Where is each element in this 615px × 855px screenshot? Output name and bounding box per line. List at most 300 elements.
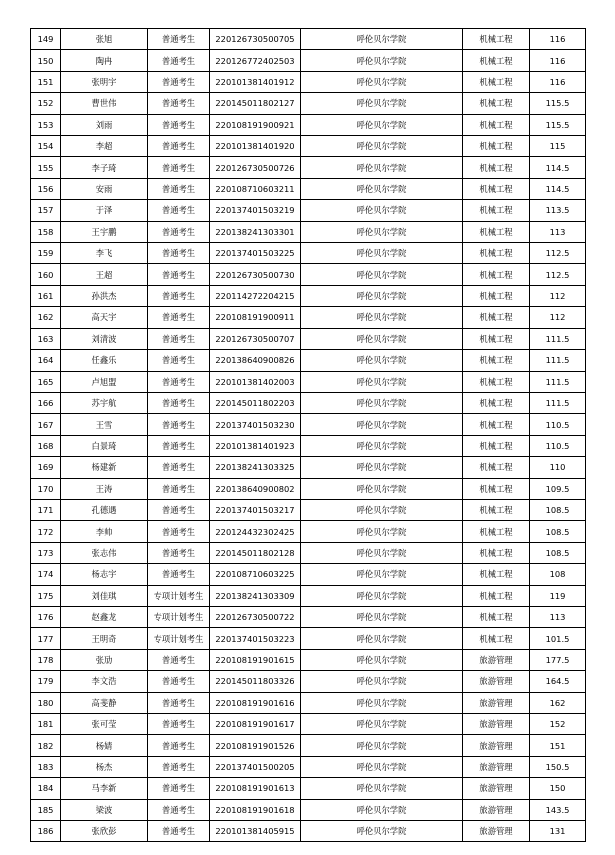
exam-id-cell: 220101381401920 — [210, 136, 301, 157]
table-row — [31, 499, 586, 520]
school-cell: 呼伦贝尔学院 — [301, 307, 463, 328]
row-number-cell: 175 — [31, 585, 61, 606]
student-name-cell: 安雨 — [61, 178, 148, 199]
exam-id-cell: 220108191900921 — [210, 114, 301, 135]
exam-id-cell: 220108191901618 — [210, 799, 301, 820]
score-cell: 114.5 — [530, 178, 586, 199]
major-cell: 机械工程 — [463, 585, 530, 606]
school-cell: 呼伦贝尔学院 — [301, 671, 463, 692]
student-name-cell: 高斐静 — [61, 692, 148, 713]
major-cell: 机械工程 — [463, 29, 530, 50]
candidate-type-cell: 普通考生 — [148, 799, 210, 820]
score-cell: 162 — [530, 692, 586, 713]
candidate-type-cell: 普通考生 — [148, 435, 210, 456]
exam-id-cell: 220108191901526 — [210, 735, 301, 756]
major-cell: 机械工程 — [463, 285, 530, 306]
table-row — [31, 649, 586, 670]
row-number-cell: 183 — [31, 756, 61, 777]
student-name-cell: 王雪 — [61, 414, 148, 435]
school-cell: 呼伦贝尔学院 — [301, 157, 463, 178]
student-name-cell: 王涛 — [61, 478, 148, 499]
student-name-cell: 杨建新 — [61, 457, 148, 478]
school-cell: 呼伦贝尔学院 — [301, 799, 463, 820]
row-number-cell: 156 — [31, 178, 61, 199]
table-row — [31, 564, 586, 585]
candidate-type-cell: 普通考生 — [148, 243, 210, 264]
student-name-cell: 张劢 — [61, 649, 148, 670]
student-name-cell: 曹世伟 — [61, 93, 148, 114]
exam-id-cell: 220124432302425 — [210, 521, 301, 542]
candidate-type-cell: 普通考生 — [148, 499, 210, 520]
exam-id-cell: 220138241303309 — [210, 585, 301, 606]
school-cell: 呼伦贝尔学院 — [301, 692, 463, 713]
major-cell: 机械工程 — [463, 93, 530, 114]
school-cell: 呼伦贝尔学院 — [301, 821, 463, 842]
major-cell: 机械工程 — [463, 71, 530, 92]
student-name-cell: 刘清波 — [61, 328, 148, 349]
table-row — [31, 628, 586, 649]
school-cell: 呼伦贝尔学院 — [301, 285, 463, 306]
row-number-cell: 157 — [31, 200, 61, 221]
score-cell: 115.5 — [530, 93, 586, 114]
student-name-cell: 高天宇 — [61, 307, 148, 328]
table-row — [31, 178, 586, 199]
candidate-type-cell: 普通考生 — [148, 821, 210, 842]
row-number-cell: 172 — [31, 521, 61, 542]
school-cell: 呼伦贝尔学院 — [301, 29, 463, 50]
admission-list-table — [30, 28, 586, 842]
exam-id-cell: 220101381402003 — [210, 371, 301, 392]
score-cell: 116 — [530, 29, 586, 50]
score-cell: 113.5 — [530, 200, 586, 221]
student-name-cell: 白景琦 — [61, 435, 148, 456]
school-cell: 呼伦贝尔学院 — [301, 392, 463, 413]
major-cell: 旅游管理 — [463, 756, 530, 777]
table-row — [31, 821, 586, 842]
row-number-cell: 155 — [31, 157, 61, 178]
row-number-cell: 160 — [31, 264, 61, 285]
score-cell: 143.5 — [530, 799, 586, 820]
row-number-cell: 174 — [31, 564, 61, 585]
exam-id-cell: 220108191901617 — [210, 714, 301, 735]
row-number-cell: 166 — [31, 392, 61, 413]
row-number-cell: 154 — [31, 136, 61, 157]
candidate-type-cell: 普通考生 — [148, 157, 210, 178]
exam-id-cell: 220108710603225 — [210, 564, 301, 585]
student-name-cell: 李飞 — [61, 243, 148, 264]
table-row — [31, 50, 586, 71]
table-row — [31, 414, 586, 435]
score-cell: 111.5 — [530, 371, 586, 392]
candidate-type-cell: 专项计划考生 — [148, 585, 210, 606]
major-cell: 机械工程 — [463, 499, 530, 520]
student-name-cell: 马李新 — [61, 778, 148, 799]
major-cell: 旅游管理 — [463, 671, 530, 692]
score-cell: 108 — [530, 564, 586, 585]
row-number-cell: 185 — [31, 799, 61, 820]
table-row — [31, 435, 586, 456]
exam-id-cell: 220108191900911 — [210, 307, 301, 328]
school-cell: 呼伦贝尔学院 — [301, 71, 463, 92]
candidate-type-cell: 普通考生 — [148, 756, 210, 777]
table-row — [31, 285, 586, 306]
candidate-type-cell: 普通考生 — [148, 307, 210, 328]
student-name-cell: 刘佳琪 — [61, 585, 148, 606]
school-cell: 呼伦贝尔学院 — [301, 756, 463, 777]
student-name-cell: 张旭 — [61, 29, 148, 50]
table-row — [31, 606, 586, 627]
row-number-cell: 180 — [31, 692, 61, 713]
table-row — [31, 692, 586, 713]
school-cell: 呼伦贝尔学院 — [301, 114, 463, 135]
major-cell: 旅游管理 — [463, 649, 530, 670]
table-row — [31, 799, 586, 820]
major-cell: 机械工程 — [463, 264, 530, 285]
school-cell: 呼伦贝尔学院 — [301, 499, 463, 520]
table-row — [31, 307, 586, 328]
exam-id-cell: 220138241303301 — [210, 221, 301, 242]
candidate-type-cell: 普通考生 — [148, 136, 210, 157]
exam-id-cell: 220108191901613 — [210, 778, 301, 799]
school-cell: 呼伦贝尔学院 — [301, 564, 463, 585]
school-cell: 呼伦贝尔学院 — [301, 93, 463, 114]
row-number-cell: 152 — [31, 93, 61, 114]
exam-id-cell: 220126730500726 — [210, 157, 301, 178]
row-number-cell: 184 — [31, 778, 61, 799]
row-number-cell: 177 — [31, 628, 61, 649]
row-number-cell: 150 — [31, 50, 61, 71]
candidate-type-cell: 普通考生 — [148, 371, 210, 392]
exam-id-cell: 220114272204215 — [210, 285, 301, 306]
candidate-type-cell: 普通考生 — [148, 200, 210, 221]
exam-id-cell: 220145011802127 — [210, 93, 301, 114]
major-cell: 机械工程 — [463, 542, 530, 563]
score-cell: 109.5 — [530, 478, 586, 499]
score-cell: 108.5 — [530, 542, 586, 563]
table-row — [31, 29, 586, 50]
student-name-cell: 苏宇航 — [61, 392, 148, 413]
major-cell: 机械工程 — [463, 200, 530, 221]
school-cell: 呼伦贝尔学院 — [301, 714, 463, 735]
major-cell: 机械工程 — [463, 243, 530, 264]
school-cell: 呼伦贝尔学院 — [301, 221, 463, 242]
student-name-cell: 杨婧 — [61, 735, 148, 756]
exam-id-cell: 220145011802128 — [210, 542, 301, 563]
table-row — [31, 542, 586, 563]
major-cell: 机械工程 — [463, 457, 530, 478]
exam-id-cell: 220138640900802 — [210, 478, 301, 499]
table-row — [31, 264, 586, 285]
candidate-type-cell: 专项计划考生 — [148, 606, 210, 627]
student-name-cell: 张明宇 — [61, 71, 148, 92]
school-cell: 呼伦贝尔学院 — [301, 328, 463, 349]
row-number-cell: 181 — [31, 714, 61, 735]
score-cell: 115 — [530, 136, 586, 157]
exam-id-cell: 220145011802203 — [210, 392, 301, 413]
major-cell: 机械工程 — [463, 50, 530, 71]
student-name-cell: 于泽 — [61, 200, 148, 221]
exam-id-cell: 220101381401923 — [210, 435, 301, 456]
exam-id-cell: 220126772402503 — [210, 50, 301, 71]
student-name-cell: 陶冉 — [61, 50, 148, 71]
row-number-cell: 153 — [31, 114, 61, 135]
row-number-cell: 165 — [31, 371, 61, 392]
row-number-cell: 182 — [31, 735, 61, 756]
student-name-cell: 赵鑫龙 — [61, 606, 148, 627]
candidate-type-cell: 普通考生 — [148, 714, 210, 735]
score-cell: 108.5 — [530, 499, 586, 520]
exam-id-cell: 220137401500205 — [210, 756, 301, 777]
exam-id-cell: 220126730500707 — [210, 328, 301, 349]
score-cell: 114.5 — [530, 157, 586, 178]
student-name-cell: 王超 — [61, 264, 148, 285]
exam-id-cell: 220137401503223 — [210, 628, 301, 649]
major-cell: 旅游管理 — [463, 692, 530, 713]
major-cell: 机械工程 — [463, 478, 530, 499]
score-cell: 116 — [530, 71, 586, 92]
score-cell: 116 — [530, 50, 586, 71]
table-row — [31, 778, 586, 799]
table-row — [31, 457, 586, 478]
table-row — [31, 521, 586, 542]
major-cell: 机械工程 — [463, 564, 530, 585]
exam-id-cell: 220101381405915 — [210, 821, 301, 842]
student-name-cell: 王宇鹏 — [61, 221, 148, 242]
table-row — [31, 714, 586, 735]
school-cell: 呼伦贝尔学院 — [301, 542, 463, 563]
row-number-cell: 159 — [31, 243, 61, 264]
row-number-cell: 151 — [31, 71, 61, 92]
table-row — [31, 243, 586, 264]
candidate-type-cell: 普通考生 — [148, 564, 210, 585]
candidate-type-cell: 普通考生 — [148, 178, 210, 199]
major-cell: 机械工程 — [463, 606, 530, 627]
row-number-cell: 163 — [31, 328, 61, 349]
score-cell: 111.5 — [530, 350, 586, 371]
table-row — [31, 478, 586, 499]
candidate-type-cell: 普通考生 — [148, 285, 210, 306]
table-row — [31, 735, 586, 756]
school-cell: 呼伦贝尔学院 — [301, 200, 463, 221]
major-cell: 机械工程 — [463, 221, 530, 242]
table-row — [31, 756, 586, 777]
school-cell: 呼伦贝尔学院 — [301, 50, 463, 71]
exam-id-cell: 220126730500705 — [210, 29, 301, 50]
score-cell: 110.5 — [530, 414, 586, 435]
table-row — [31, 157, 586, 178]
student-name-cell: 李超 — [61, 136, 148, 157]
exam-id-cell: 220137401503225 — [210, 243, 301, 264]
row-number-cell: 149 — [31, 29, 61, 50]
score-cell: 111.5 — [530, 328, 586, 349]
school-cell: 呼伦贝尔学院 — [301, 478, 463, 499]
major-cell: 机械工程 — [463, 136, 530, 157]
table-row — [31, 371, 586, 392]
candidate-type-cell: 普通考生 — [148, 735, 210, 756]
major-cell: 旅游管理 — [463, 735, 530, 756]
score-cell: 108.5 — [530, 521, 586, 542]
score-cell: 111.5 — [530, 392, 586, 413]
row-number-cell: 176 — [31, 606, 61, 627]
major-cell: 机械工程 — [463, 114, 530, 135]
student-name-cell: 孔德遇 — [61, 499, 148, 520]
candidate-type-cell: 普通考生 — [148, 671, 210, 692]
score-cell: 112.5 — [530, 243, 586, 264]
table-row — [31, 93, 586, 114]
candidate-type-cell: 普通考生 — [148, 778, 210, 799]
table-row — [31, 114, 586, 135]
student-name-cell: 张欣彭 — [61, 821, 148, 842]
major-cell: 机械工程 — [463, 392, 530, 413]
row-number-cell: 173 — [31, 542, 61, 563]
table-row — [31, 671, 586, 692]
school-cell: 呼伦贝尔学院 — [301, 457, 463, 478]
candidate-type-cell: 普通考生 — [148, 29, 210, 50]
row-number-cell: 170 — [31, 478, 61, 499]
exam-id-cell: 220137401503230 — [210, 414, 301, 435]
score-cell: 110.5 — [530, 435, 586, 456]
exam-id-cell: 220108710603211 — [210, 178, 301, 199]
score-cell: 113 — [530, 606, 586, 627]
score-cell: 112 — [530, 285, 586, 306]
school-cell: 呼伦贝尔学院 — [301, 628, 463, 649]
candidate-type-cell: 普通考生 — [148, 328, 210, 349]
school-cell: 呼伦贝尔学院 — [301, 778, 463, 799]
student-name-cell: 张志伟 — [61, 542, 148, 563]
school-cell: 呼伦贝尔学院 — [301, 414, 463, 435]
major-cell: 机械工程 — [463, 628, 530, 649]
row-number-cell: 162 — [31, 307, 61, 328]
exam-id-cell: 220137401503217 — [210, 499, 301, 520]
row-number-cell: 186 — [31, 821, 61, 842]
exam-id-cell: 220138241303325 — [210, 457, 301, 478]
student-name-cell: 张可莹 — [61, 714, 148, 735]
table-row — [31, 392, 586, 413]
student-name-cell: 任鑫乐 — [61, 350, 148, 371]
exam-id-cell: 220108191901616 — [210, 692, 301, 713]
major-cell: 机械工程 — [463, 414, 530, 435]
row-number-cell: 179 — [31, 671, 61, 692]
student-name-cell: 李子琦 — [61, 157, 148, 178]
student-name-cell: 李帅 — [61, 521, 148, 542]
score-cell: 152 — [530, 714, 586, 735]
student-name-cell: 卢旭盟 — [61, 371, 148, 392]
candidate-type-cell: 普通考生 — [148, 521, 210, 542]
school-cell: 呼伦贝尔学院 — [301, 243, 463, 264]
school-cell: 呼伦贝尔学院 — [301, 735, 463, 756]
exam-id-cell: 220108191901615 — [210, 649, 301, 670]
table-row — [31, 200, 586, 221]
row-number-cell: 167 — [31, 414, 61, 435]
candidate-type-cell: 普通考生 — [148, 478, 210, 499]
row-number-cell: 164 — [31, 350, 61, 371]
score-cell: 113 — [530, 221, 586, 242]
major-cell: 旅游管理 — [463, 799, 530, 820]
student-name-cell: 李文浩 — [61, 671, 148, 692]
row-number-cell: 168 — [31, 435, 61, 456]
major-cell: 机械工程 — [463, 178, 530, 199]
major-cell: 机械工程 — [463, 371, 530, 392]
student-name-cell: 杨杰 — [61, 756, 148, 777]
candidate-type-cell: 普通考生 — [148, 264, 210, 285]
score-cell: 151 — [530, 735, 586, 756]
candidate-type-cell: 普通考生 — [148, 71, 210, 92]
major-cell: 旅游管理 — [463, 778, 530, 799]
table-row — [31, 328, 586, 349]
candidate-type-cell: 普通考生 — [148, 392, 210, 413]
candidate-type-cell: 普通考生 — [148, 114, 210, 135]
student-name-cell: 杨志宇 — [61, 564, 148, 585]
school-cell: 呼伦贝尔学院 — [301, 606, 463, 627]
student-name-cell: 梁波 — [61, 799, 148, 820]
table-body — [31, 29, 586, 842]
candidate-type-cell: 普通考生 — [148, 692, 210, 713]
major-cell: 机械工程 — [463, 435, 530, 456]
school-cell: 呼伦贝尔学院 — [301, 435, 463, 456]
score-cell: 119 — [530, 585, 586, 606]
major-cell: 旅游管理 — [463, 714, 530, 735]
score-cell: 112.5 — [530, 264, 586, 285]
school-cell: 呼伦贝尔学院 — [301, 585, 463, 606]
candidate-type-cell: 普通考生 — [148, 50, 210, 71]
candidate-type-cell: 普通考生 — [148, 93, 210, 114]
major-cell: 机械工程 — [463, 521, 530, 542]
school-cell: 呼伦贝尔学院 — [301, 264, 463, 285]
exam-id-cell: 220126730500722 — [210, 606, 301, 627]
major-cell: 机械工程 — [463, 350, 530, 371]
table-row — [31, 350, 586, 371]
score-cell: 177.5 — [530, 649, 586, 670]
score-cell: 150 — [530, 778, 586, 799]
score-cell: 101.5 — [530, 628, 586, 649]
major-cell: 旅游管理 — [463, 821, 530, 842]
score-cell: 115.5 — [530, 114, 586, 135]
candidate-type-cell: 普通考生 — [148, 350, 210, 371]
table-row — [31, 71, 586, 92]
score-cell: 164.5 — [530, 671, 586, 692]
school-cell: 呼伦贝尔学院 — [301, 371, 463, 392]
exam-id-cell: 220126730500730 — [210, 264, 301, 285]
student-name-cell: 刘雨 — [61, 114, 148, 135]
exam-id-cell: 220145011803326 — [210, 671, 301, 692]
candidate-type-cell: 普通考生 — [148, 542, 210, 563]
student-name-cell: 王明奇 — [61, 628, 148, 649]
row-number-cell: 171 — [31, 499, 61, 520]
student-name-cell: 孙洪杰 — [61, 285, 148, 306]
school-cell: 呼伦贝尔学院 — [301, 350, 463, 371]
exam-id-cell: 220137401503219 — [210, 200, 301, 221]
row-number-cell: 178 — [31, 649, 61, 670]
score-cell: 131 — [530, 821, 586, 842]
row-number-cell: 158 — [31, 221, 61, 242]
table-row — [31, 136, 586, 157]
candidate-type-cell: 专项计划考生 — [148, 628, 210, 649]
table-row — [31, 585, 586, 606]
row-number-cell: 169 — [31, 457, 61, 478]
school-cell: 呼伦贝尔学院 — [301, 136, 463, 157]
candidate-type-cell: 普通考生 — [148, 221, 210, 242]
score-cell: 150.5 — [530, 756, 586, 777]
score-cell: 110 — [530, 457, 586, 478]
score-cell: 112 — [530, 307, 586, 328]
school-cell: 呼伦贝尔学院 — [301, 178, 463, 199]
candidate-type-cell: 普通考生 — [148, 457, 210, 478]
school-cell: 呼伦贝尔学院 — [301, 521, 463, 542]
candidate-type-cell: 普通考生 — [148, 649, 210, 670]
table-row — [31, 221, 586, 242]
row-number-cell: 161 — [31, 285, 61, 306]
major-cell: 机械工程 — [463, 307, 530, 328]
